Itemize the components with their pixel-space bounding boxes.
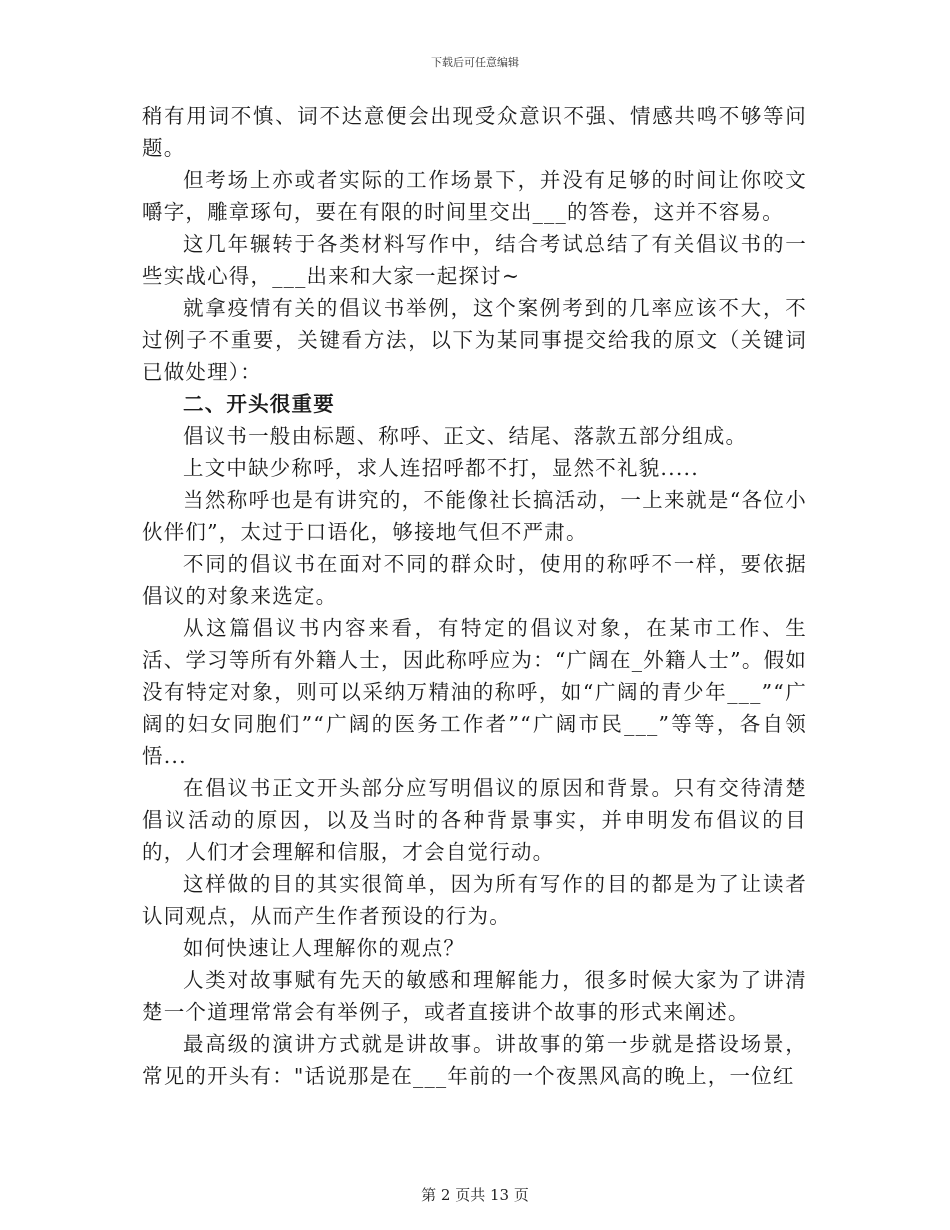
body-paragraph: 最高级的演讲方式就是讲故事。讲故事的第一步就是搭设场景，常见的开头有："话说那是在___年前的一个夜黑风高的晚上，一位红: [142, 1032, 807, 1088]
body-paragraph: 就拿疫情有关的倡议书举例，这个案例考到的几率应该不大，不过例子不重要，关键看方法，以下为某同事提交给我的原文（关键词已做处理）：: [142, 296, 807, 384]
page-footer: 第 2 页共 13 页: [421, 1186, 529, 1204]
body-paragraph: 上文中缺少称呼，求人连招呼都不打，显然不礼貌.....: [183, 456, 699, 480]
body-paragraph: 当然称呼也是有讲究的，不能像社长搞活动，一上来就是“各位小伙伴们”，太过于口语化，够接地气但不严肃。: [142, 488, 807, 544]
body-paragraph: 不同的倡议书在面对不同的群众时，使用的称呼不一样，要依据倡议的对象来选定。: [142, 552, 807, 608]
body-paragraph: 如何快速让人理解你的观点？: [183, 936, 466, 960]
section-heading: 二、开头很重要: [183, 392, 335, 416]
body-paragraph: 倡议书一般由标题、称呼、正文、结尾、落款五部分组成。: [183, 424, 748, 448]
page-header: 下载后可任意编辑: [431, 56, 519, 69]
body-paragraph: 人类对故事赋有先天的敏感和理解能力，很多时候大家为了讲清楚一个道理常常会有举例子，或者直接讲个故事的形式来阐述。: [142, 968, 807, 1024]
document-body: [142, 100, 807, 1092]
body-paragraph: 稍有用词不慎、词不达意便会出现受众意识不强、情感共鸣不够等问题。: [142, 104, 807, 160]
body-paragraph: 在倡议书正文开头部分应写明倡议的原因和背景。只有交待清楚倡议活动的原因，以及当时的各种背景事实，并申明发布倡议的目的，人们才会理解和信服，才会自觉行动。: [142, 776, 807, 864]
body-paragraph: 但考场上亦或者实际的工作场景下，并没有足够的时间让你咬文嚼字，雕章琢句，要在有限的时间里交出___的答卷，这并不容易。: [142, 168, 807, 224]
body-paragraph: 这几年辗转于各类材料写作中，结合考试总结了有关倡议书的一些实战心得，___出来和大家一起探讨~: [142, 232, 807, 288]
body-paragraph: 这样做的目的其实很简单，因为所有写作的目的都是为了让读者认同观点，从而产生作者预设的行为。: [142, 872, 807, 928]
body-paragraph: 从这篇倡议书内容来看，有特定的倡议对象，在某市工作、生活、学习等所有外籍人士，因此称呼应为：“广阔在_外籍人士”。假如没有特定对象，则可以采纳万精油的称呼，如“广阔的青少年___”“广阔的妇女同胞们”“广阔的医务工作者”“广阔市民___”等等，各自领悟...: [142, 616, 807, 768]
